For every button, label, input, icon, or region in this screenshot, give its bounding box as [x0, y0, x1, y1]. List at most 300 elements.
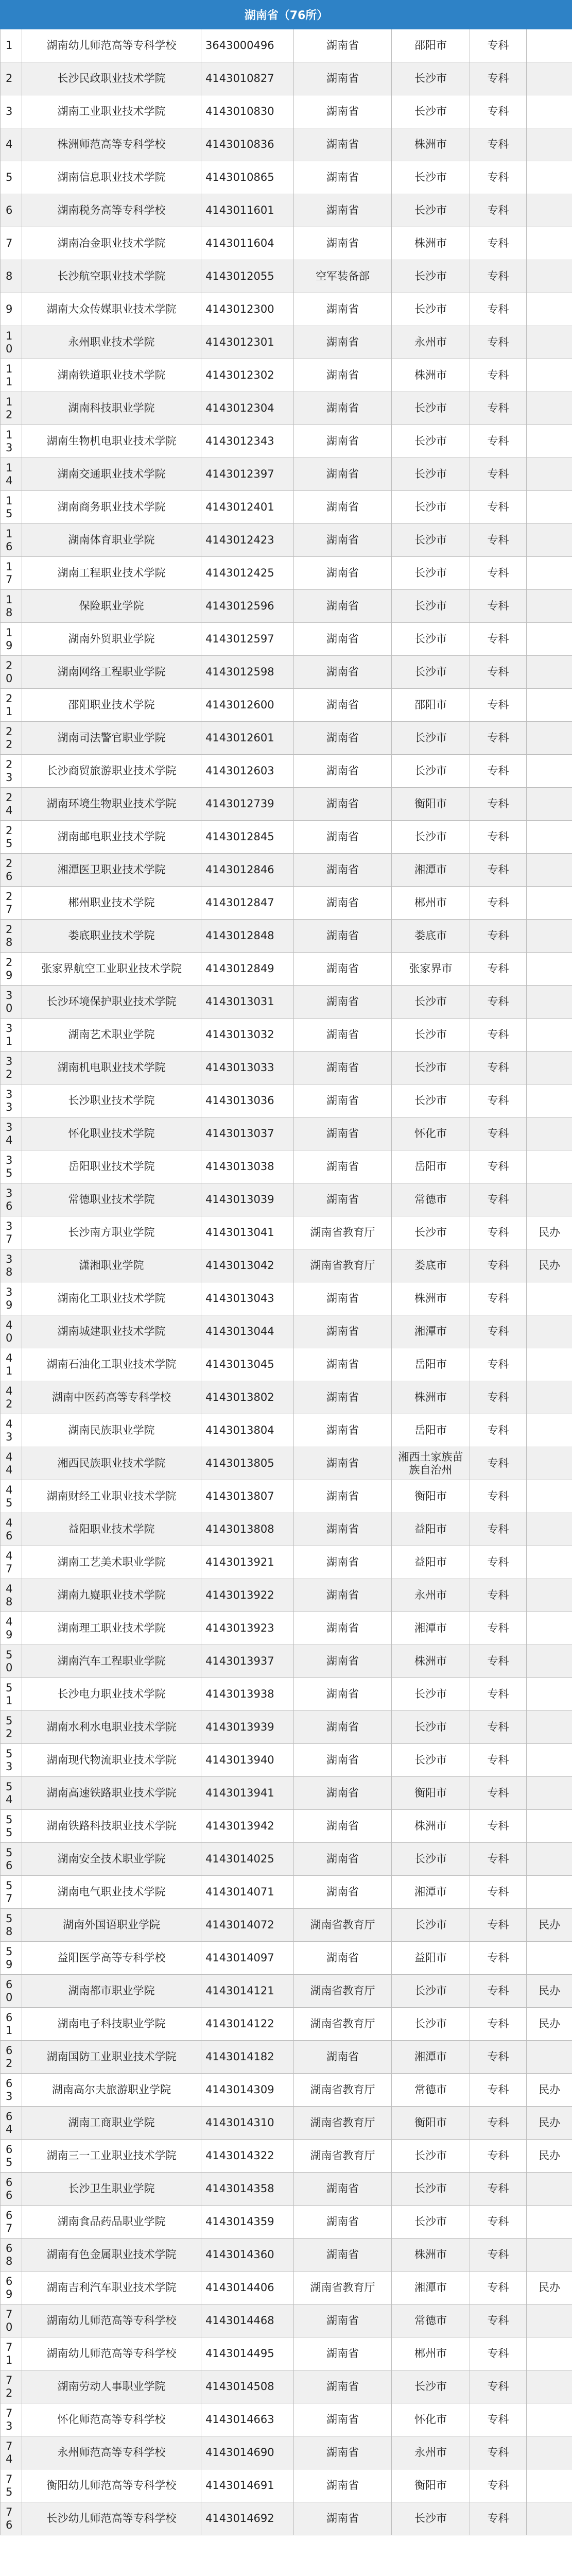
school-code-cell: 4143013922	[201, 1579, 294, 1612]
table-row	[1, 2304, 572, 2337]
education-level-cell: 专科	[470, 1876, 527, 1909]
school-name-cell: 湖南交通职业技术学院	[22, 458, 201, 491]
department-cell: 湖南省	[294, 1876, 392, 1909]
table-row	[1, 293, 572, 326]
department-cell: 湖南省	[294, 1942, 392, 1975]
school-code-cell: 4143012845	[201, 821, 294, 854]
department-cell: 湖南省	[294, 1810, 392, 1843]
remark-cell	[527, 821, 572, 854]
remark-cell	[527, 2469, 572, 2502]
remark-cell	[527, 392, 572, 425]
row-index-cell: 46	[1, 1513, 22, 1546]
department-cell: 湖南省	[294, 1546, 392, 1579]
school-name-cell: 湖南高尔夫旅游职业学院	[22, 2074, 201, 2107]
row-index-cell: 73	[1, 2403, 22, 2436]
table-row	[1, 1084, 572, 1117]
table-row	[1, 1744, 572, 1777]
location-cell: 长沙市	[392, 590, 470, 623]
row-index-cell: 41	[1, 1348, 22, 1381]
school-name-cell: 湖南铁路科技职业技术学院	[22, 1810, 201, 1843]
remark-cell	[527, 1942, 572, 1975]
school-name-cell: 湖南艺术职业学院	[22, 1019, 201, 1052]
remark-cell	[527, 425, 572, 458]
school-code-cell: 4143014072	[201, 1909, 294, 1942]
remark-cell	[527, 788, 572, 821]
location-cell: 怀化市	[392, 2403, 470, 2436]
table-row	[1, 392, 572, 425]
table-row	[1, 359, 572, 392]
department-cell: 湖南省	[294, 953, 392, 986]
row-index-cell: 29	[1, 953, 22, 986]
table-row	[1, 1942, 572, 1975]
table-row	[1, 623, 572, 656]
row-index-cell: 5	[1, 161, 22, 194]
location-cell: 长沙市	[392, 1909, 470, 1942]
table-row	[1, 887, 572, 920]
table-row	[1, 2436, 572, 2469]
location-cell: 常德市	[392, 2074, 470, 2107]
school-name-cell: 湘潭医卫职业技术学院	[22, 854, 201, 887]
row-index-cell: 53	[1, 1744, 22, 1777]
table-row	[1, 95, 572, 128]
education-level-cell: 专科	[470, 821, 527, 854]
school-name-cell: 长沙南方职业学院	[22, 1216, 201, 1249]
remark-cell	[527, 689, 572, 722]
remark-cell	[527, 1843, 572, 1876]
row-index-cell: 63	[1, 2074, 22, 2107]
education-level-cell: 专科	[470, 1546, 527, 1579]
school-code-cell: 4143013941	[201, 1777, 294, 1810]
school-code-cell: 4143012397	[201, 458, 294, 491]
education-level-cell: 专科	[470, 1052, 527, 1084]
location-cell: 长沙市	[392, 1744, 470, 1777]
location-cell: 娄底市	[392, 920, 470, 953]
row-index-cell: 55	[1, 1810, 22, 1843]
remark-cell	[527, 1711, 572, 1744]
remark-cell	[527, 194, 572, 227]
remark-cell: 民办	[527, 2272, 572, 2304]
education-level-cell: 专科	[470, 2041, 527, 2074]
department-cell: 湖南省	[294, 2469, 392, 2502]
education-level-cell: 专科	[470, 260, 527, 293]
row-index-cell: 27	[1, 887, 22, 920]
department-cell: 湖南省	[294, 392, 392, 425]
school-code-cell: 4143013807	[201, 1480, 294, 1513]
department-cell: 湖南省	[294, 1348, 392, 1381]
school-code-cell: 3643000496	[201, 29, 294, 62]
education-level-cell: 专科	[470, 2140, 527, 2173]
table-row	[1, 326, 572, 359]
row-index-cell: 74	[1, 2436, 22, 2469]
location-cell: 湘潭市	[392, 854, 470, 887]
school-code-cell: 4143013942	[201, 1810, 294, 1843]
school-code-cell: 4143012423	[201, 524, 294, 557]
school-name-cell: 湘西民族职业技术学院	[22, 1447, 201, 1480]
school-code-cell: 4143014025	[201, 1843, 294, 1876]
location-cell: 株洲市	[392, 1282, 470, 1315]
school-name-cell: 湖南冶金职业技术学院	[22, 227, 201, 260]
department-cell: 湖南省教育厅	[294, 2272, 392, 2304]
remark-cell: 民办	[527, 2140, 572, 2173]
department-cell: 湖南省	[294, 491, 392, 524]
department-cell: 湖南省	[294, 1381, 392, 1414]
department-cell: 湖南省	[294, 2370, 392, 2403]
remark-cell	[527, 2436, 572, 2469]
school-name-cell: 湖南中医药高等专科学校	[22, 1381, 201, 1414]
location-cell: 岳阳市	[392, 1414, 470, 1447]
table-row	[1, 161, 572, 194]
table-body	[1, 29, 572, 2535]
education-level-cell: 专科	[470, 2337, 527, 2370]
table-row	[1, 557, 572, 590]
row-index-cell: 59	[1, 1942, 22, 1975]
table-row	[1, 1348, 572, 1381]
school-name-cell: 湖南工程职业技术学院	[22, 557, 201, 590]
school-name-cell: 湖南劳动人事职业学院	[22, 2370, 201, 2403]
department-cell: 湖南省教育厅	[294, 2107, 392, 2140]
table-row	[1, 953, 572, 986]
remark-cell	[527, 227, 572, 260]
school-code-cell: 4143012401	[201, 491, 294, 524]
remark-cell	[527, 1282, 572, 1315]
row-index-cell: 76	[1, 2502, 22, 2535]
department-cell: 湖南省	[294, 1282, 392, 1315]
table-row	[1, 1282, 572, 1315]
remark-cell	[527, 1612, 572, 1645]
remark-cell	[527, 920, 572, 953]
table-row	[1, 1019, 572, 1052]
remark-cell	[527, 524, 572, 557]
education-level-cell: 专科	[470, 326, 527, 359]
department-cell: 湖南省	[294, 1480, 392, 1513]
education-level-cell: 专科	[470, 1744, 527, 1777]
department-cell: 湖南省教育厅	[294, 2074, 392, 2107]
school-name-cell: 湖南科技职业学院	[22, 392, 201, 425]
department-cell: 湖南省	[294, 1678, 392, 1711]
school-code-cell: 4143012304	[201, 392, 294, 425]
remark-cell	[527, 755, 572, 788]
school-name-cell: 湖南外国语职业学院	[22, 1909, 201, 1942]
location-cell: 长沙市	[392, 2370, 470, 2403]
row-index-cell: 11	[1, 359, 22, 392]
education-level-cell: 专科	[470, 1447, 527, 1480]
row-index-cell: 54	[1, 1777, 22, 1810]
location-cell: 岳阳市	[392, 1150, 470, 1183]
school-code-cell: 4143012301	[201, 326, 294, 359]
school-name-cell: 怀化职业技术学院	[22, 1117, 201, 1150]
school-code-cell: 4143013940	[201, 1744, 294, 1777]
school-name-cell: 湖南有色金属职业技术学院	[22, 2239, 201, 2272]
school-code-cell: 4143013032	[201, 1019, 294, 1052]
education-level-cell: 专科	[470, 623, 527, 656]
remark-cell	[527, 1546, 572, 1579]
location-cell: 长沙市	[392, 194, 470, 227]
location-cell: 株洲市	[392, 2239, 470, 2272]
school-code-cell: 4143012600	[201, 689, 294, 722]
remark-cell	[527, 722, 572, 755]
school-code-cell: 4143013938	[201, 1678, 294, 1711]
row-index-cell: 51	[1, 1678, 22, 1711]
education-level-cell: 专科	[470, 2206, 527, 2239]
remark-cell	[527, 29, 572, 62]
row-index-cell: 45	[1, 1480, 22, 1513]
school-name-cell: 湖南外贸职业学院	[22, 623, 201, 656]
location-cell: 长沙市	[392, 491, 470, 524]
school-code-cell: 4143012597	[201, 623, 294, 656]
school-name-cell: 湖南都市职业学院	[22, 1975, 201, 2008]
department-cell: 湖南省	[294, 2337, 392, 2370]
row-index-cell: 56	[1, 1843, 22, 1876]
department-cell: 湖南省	[294, 1612, 392, 1645]
table-row	[1, 986, 572, 1019]
row-index-cell: 52	[1, 1711, 22, 1744]
department-cell: 湖南省	[294, 128, 392, 161]
row-index-cell: 57	[1, 1876, 22, 1909]
location-cell: 益阳市	[392, 1942, 470, 1975]
department-cell: 湖南省	[294, 425, 392, 458]
education-level-cell: 专科	[470, 788, 527, 821]
school-name-cell: 湖南生物机电职业技术学院	[22, 425, 201, 458]
remark-cell	[527, 1183, 572, 1216]
location-cell: 长沙市	[392, 425, 470, 458]
location-cell: 长沙市	[392, 755, 470, 788]
table-row	[1, 1645, 572, 1678]
table-row	[1, 491, 572, 524]
school-code-cell: 4143012300	[201, 293, 294, 326]
table-row	[1, 2107, 572, 2140]
education-level-cell: 专科	[470, 2074, 527, 2107]
department-cell: 湖南省	[294, 590, 392, 623]
school-name-cell: 衡阳幼儿师范高等专科学校	[22, 2469, 201, 2502]
location-cell: 长沙市	[392, 1216, 470, 1249]
table-row	[1, 1876, 572, 1909]
location-cell: 湘西土家族苗族自治州	[392, 1447, 470, 1480]
table-row	[1, 1249, 572, 1282]
location-cell: 永州市	[392, 1579, 470, 1612]
education-level-cell: 专科	[470, 1117, 527, 1150]
education-level-cell: 专科	[470, 1414, 527, 1447]
department-cell: 湖南省	[294, 557, 392, 590]
department-cell: 湖南省	[294, 1645, 392, 1678]
school-name-cell: 湖南税务高等专科学校	[22, 194, 201, 227]
school-code-cell: 4143012848	[201, 920, 294, 953]
school-code-cell: 4143014310	[201, 2107, 294, 2140]
table-row	[1, 458, 572, 491]
table-row	[1, 2173, 572, 2206]
table-row	[1, 1381, 572, 1414]
remark-cell	[527, 1084, 572, 1117]
location-cell: 郴州市	[392, 887, 470, 920]
location-cell: 长沙市	[392, 557, 470, 590]
department-cell: 湖南省	[294, 2239, 392, 2272]
department-cell: 湖南省	[294, 1414, 392, 1447]
school-name-cell: 常德职业技术学院	[22, 1183, 201, 1216]
department-cell: 湖南省	[294, 887, 392, 920]
education-level-cell: 专科	[470, 1711, 527, 1744]
location-cell: 益阳市	[392, 1513, 470, 1546]
location-cell: 长沙市	[392, 1019, 470, 1052]
location-cell: 衡阳市	[392, 2107, 470, 2140]
table-row	[1, 1711, 572, 1744]
school-code-cell: 4143012847	[201, 887, 294, 920]
school-name-cell: 湖南三一工业职业技术学院	[22, 2140, 201, 2173]
remark-cell: 民办	[527, 2008, 572, 2041]
school-code-cell: 4143013044	[201, 1315, 294, 1348]
department-cell: 湖南省	[294, 689, 392, 722]
school-name-cell: 湖南机电职业技术学院	[22, 1052, 201, 1084]
row-index-cell: 42	[1, 1381, 22, 1414]
education-level-cell: 专科	[470, 2173, 527, 2206]
remark-cell	[527, 1381, 572, 1414]
remark-cell	[527, 1876, 572, 1909]
school-code-cell: 4143012425	[201, 557, 294, 590]
department-cell: 湖南省教育厅	[294, 1216, 392, 1249]
education-level-cell: 专科	[470, 1513, 527, 1546]
row-index-cell: 65	[1, 2140, 22, 2173]
location-cell: 株洲市	[392, 1381, 470, 1414]
school-code-cell: 4143014406	[201, 2272, 294, 2304]
department-cell: 湖南省教育厅	[294, 2140, 392, 2173]
row-index-cell: 31	[1, 1019, 22, 1052]
remark-cell	[527, 1052, 572, 1084]
school-name-cell: 湖南九嶷职业技术学院	[22, 1579, 201, 1612]
table-row	[1, 524, 572, 557]
location-cell: 株洲市	[392, 359, 470, 392]
location-cell: 常德市	[392, 2304, 470, 2337]
department-cell: 湖南省	[294, 1052, 392, 1084]
table-row	[1, 2272, 572, 2304]
table-row	[1, 2502, 572, 2535]
table-row	[1, 2403, 572, 2436]
remark-cell	[527, 491, 572, 524]
school-code-cell: 4143014097	[201, 1942, 294, 1975]
department-cell: 湖南省	[294, 1777, 392, 1810]
location-cell: 湘潭市	[392, 1876, 470, 1909]
education-level-cell: 专科	[470, 161, 527, 194]
school-code-cell: 4143014322	[201, 2140, 294, 2173]
row-index-cell: 20	[1, 656, 22, 689]
location-cell: 郴州市	[392, 2337, 470, 2370]
table-row	[1, 920, 572, 953]
school-code-cell: 4143014122	[201, 2008, 294, 2041]
row-index-cell: 38	[1, 1249, 22, 1282]
location-cell: 长沙市	[392, 986, 470, 1019]
department-cell: 湖南省	[294, 2403, 392, 2436]
remark-cell	[527, 458, 572, 491]
education-level-cell: 专科	[470, 1579, 527, 1612]
remark-cell: 民办	[527, 1909, 572, 1942]
table-row	[1, 2206, 572, 2239]
school-code-cell: 4143010830	[201, 95, 294, 128]
row-index-cell: 70	[1, 2304, 22, 2337]
education-level-cell: 专科	[470, 1183, 527, 1216]
location-cell: 长沙市	[392, 2173, 470, 2206]
location-cell: 邵阳市	[392, 689, 470, 722]
school-code-cell: 4143013939	[201, 1711, 294, 1744]
table-row	[1, 1052, 572, 1084]
education-level-cell: 专科	[470, 1645, 527, 1678]
school-name-cell: 长沙商贸旅游职业技术学院	[22, 755, 201, 788]
school-name-cell: 益阳医学高等专科学校	[22, 1942, 201, 1975]
school-code-cell: 4143013031	[201, 986, 294, 1019]
education-level-cell: 专科	[470, 392, 527, 425]
row-index-cell: 60	[1, 1975, 22, 2008]
department-cell: 湖南省	[294, 920, 392, 953]
education-level-cell: 专科	[470, 524, 527, 557]
location-cell: 长沙市	[392, 623, 470, 656]
school-code-cell: 4143013802	[201, 1381, 294, 1414]
school-code-cell: 4143014358	[201, 2173, 294, 2206]
education-level-cell: 专科	[470, 458, 527, 491]
row-index-cell: 37	[1, 1216, 22, 1249]
location-cell: 株洲市	[392, 1810, 470, 1843]
education-level-cell: 专科	[470, 1084, 527, 1117]
location-cell: 长沙市	[392, 62, 470, 95]
remark-cell	[527, 1678, 572, 1711]
remark-cell	[527, 161, 572, 194]
table-row	[1, 1117, 572, 1150]
school-code-cell: 4143013808	[201, 1513, 294, 1546]
education-level-cell: 专科	[470, 1612, 527, 1645]
school-code-cell: 4143012596	[201, 590, 294, 623]
education-level-cell: 专科	[470, 920, 527, 953]
table-row	[1, 1216, 572, 1249]
school-name-cell: 湖南商务职业技术学院	[22, 491, 201, 524]
table-row	[1, 1315, 572, 1348]
school-code-cell: 4143012302	[201, 359, 294, 392]
table-row	[1, 854, 572, 887]
remark-cell	[527, 1315, 572, 1348]
table-row	[1, 2041, 572, 2074]
remark-cell	[527, 854, 572, 887]
education-level-cell: 专科	[470, 986, 527, 1019]
department-cell: 湖南省	[294, 1019, 392, 1052]
education-level-cell: 专科	[470, 557, 527, 590]
remark-cell	[527, 326, 572, 359]
table-row	[1, 1579, 572, 1612]
education-level-cell: 专科	[470, 1249, 527, 1282]
school-name-cell: 郴州职业技术学院	[22, 887, 201, 920]
row-index-cell: 6	[1, 194, 22, 227]
remark-cell	[527, 2239, 572, 2272]
remark-cell	[527, 887, 572, 920]
table-row	[1, 1975, 572, 2008]
row-index-cell: 40	[1, 1315, 22, 1348]
table-row	[1, 260, 572, 293]
row-index-cell: 50	[1, 1645, 22, 1678]
table-row	[1, 755, 572, 788]
school-name-cell: 潇湘职业学院	[22, 1249, 201, 1282]
department-cell: 湖南省	[294, 29, 392, 62]
education-level-cell: 专科	[470, 29, 527, 62]
education-level-cell: 专科	[470, 1909, 527, 1942]
row-index-cell: 75	[1, 2469, 22, 2502]
remark-cell	[527, 359, 572, 392]
location-cell: 张家界市	[392, 953, 470, 986]
school-name-cell: 湖南汽车工程职业学院	[22, 1645, 201, 1678]
table-row	[1, 1150, 572, 1183]
row-index-cell: 43	[1, 1414, 22, 1447]
location-cell: 永州市	[392, 2436, 470, 2469]
education-level-cell: 专科	[470, 2272, 527, 2304]
school-code-cell: 4143013045	[201, 1348, 294, 1381]
department-cell: 湖南省	[294, 1315, 392, 1348]
location-cell: 湘潭市	[392, 2041, 470, 2074]
school-code-cell: 4143011604	[201, 227, 294, 260]
row-index-cell: 19	[1, 623, 22, 656]
school-name-cell: 湖南城建职业技术学院	[22, 1315, 201, 1348]
remark-cell	[527, 986, 572, 1019]
